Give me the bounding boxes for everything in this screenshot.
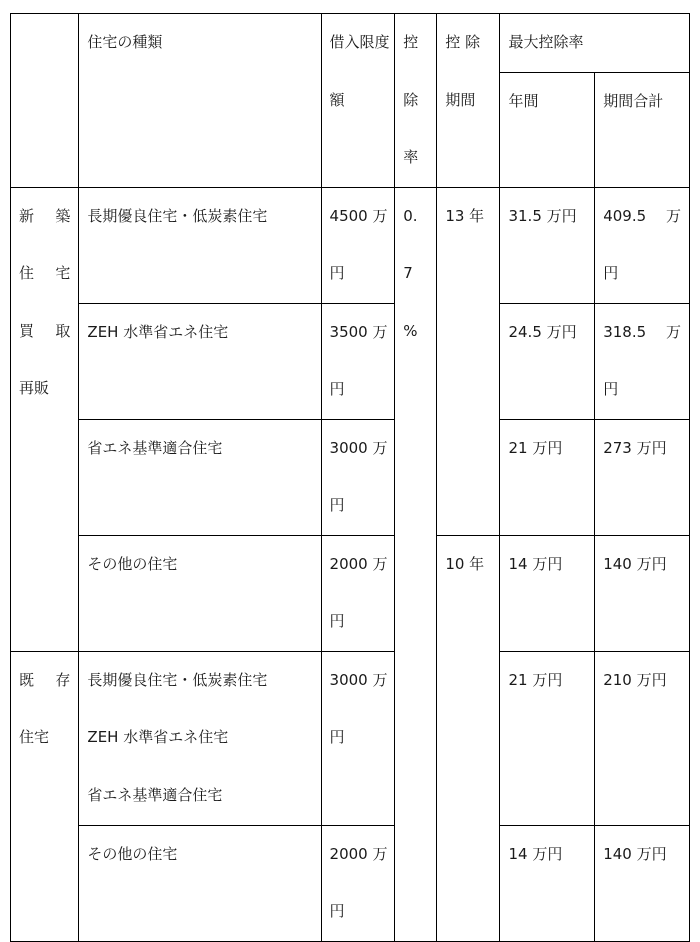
housing-type: ZEH 水準省エネ住宅 — [87, 322, 229, 341]
housing-type: その他の住宅 — [87, 554, 178, 573]
header-limit-cell — [321, 14, 395, 188]
period-13: 13 年 — [445, 206, 485, 225]
group-new-line: 住 宅 — [19, 264, 71, 282]
header-rate-line: 率 — [403, 148, 419, 166]
housing-type-line: 省エネ基準適合住宅 — [87, 785, 223, 804]
total-deduction: 210 万円 — [603, 670, 667, 689]
limit-cell — [321, 535, 395, 651]
rate-line: % — [403, 321, 418, 340]
borrowing-limit: 3000 万円 — [329, 438, 388, 514]
header-limit: 借入限度額 — [329, 33, 390, 109]
header-max-cell — [500, 14, 690, 73]
total-deduction-line: 318.5 万 — [603, 322, 681, 341]
housing-type-line: ZEH 水準省エネ住宅 — [87, 728, 229, 746]
annual-deduction: 14 万円 — [508, 554, 563, 573]
header-corner-cell — [11, 14, 79, 188]
table-row — [11, 419, 690, 535]
annual-deduction: 14 万円 — [508, 844, 563, 863]
header-total-cell — [595, 72, 690, 187]
annual-cell — [500, 303, 595, 419]
table-row — [11, 303, 690, 419]
limit-cell — [321, 651, 395, 825]
annual-deduction: 21 万円 — [508, 670, 563, 689]
type-cell — [79, 535, 321, 651]
total-cell — [595, 419, 690, 535]
header-type-cell — [79, 14, 321, 188]
header-period-line: 期間 — [445, 90, 476, 109]
housing-type: その他の住宅 — [87, 844, 178, 863]
header-rate-line: 除 — [403, 90, 419, 109]
header-total: 期間合計 — [603, 91, 664, 110]
limit-cell — [321, 825, 395, 941]
annual-deduction: 24.5 万円 — [508, 322, 577, 341]
borrowing-limit: 3000 万円 — [329, 670, 388, 746]
period-cell — [437, 187, 500, 535]
limit-cell — [321, 303, 395, 419]
total-deduction-line: 円 — [603, 264, 619, 282]
header-period-line: 控 除 — [445, 33, 481, 51]
annual-cell — [500, 651, 595, 825]
total-deduction: 273 万円 — [603, 438, 667, 457]
type-cell — [79, 187, 321, 303]
annual-cell — [500, 187, 595, 303]
table-row — [11, 651, 690, 825]
type-cell — [79, 651, 321, 825]
annual-deduction: 21 万円 — [508, 438, 563, 457]
period-10: 10 年 — [445, 554, 485, 573]
group-new-line: 新 築 — [19, 206, 71, 225]
header-period-cell — [437, 14, 500, 188]
type-cell — [79, 825, 321, 941]
header-annual-cell — [500, 72, 595, 187]
total-deduction: 140 万円 — [603, 554, 667, 573]
header-type: 住宅の種類 — [87, 33, 163, 51]
borrowing-limit: 2000 万円 — [329, 554, 388, 630]
header-annual: 年間 — [508, 91, 539, 110]
borrowing-limit: 2000 万円 — [329, 844, 388, 920]
group-new-cell — [11, 187, 79, 651]
total-cell — [595, 303, 690, 419]
housing-type: 長期優良住宅・低炭素住宅 — [87, 206, 268, 225]
annual-cell — [500, 825, 595, 941]
total-deduction-line: 円 — [603, 380, 619, 398]
type-cell — [79, 303, 321, 419]
housing-type-line: 長期優良住宅・低炭素住宅 — [87, 670, 268, 689]
annual-cell — [500, 419, 595, 535]
limit-cell — [321, 187, 395, 303]
total-deduction: 140 万円 — [603, 844, 667, 863]
group-existing-line: 住宅 — [19, 728, 50, 746]
table-row — [11, 187, 690, 303]
group-existing-line: 既 存 — [19, 670, 71, 689]
tax-deduction-table — [10, 13, 690, 942]
rate-cell — [395, 187, 437, 941]
total-cell — [595, 535, 690, 651]
group-existing-cell — [11, 651, 79, 941]
annual-deduction: 31.5 万円 — [508, 206, 577, 225]
group-new-line: 再販 — [19, 379, 50, 397]
header-max: 最大控除率 — [508, 33, 584, 51]
housing-type: 省エネ基準適合住宅 — [87, 438, 223, 457]
annual-cell — [500, 535, 595, 651]
header-rate-line: 控 — [403, 33, 419, 51]
borrowing-limit: 4500 万円 — [329, 206, 388, 282]
rate-line: 7 — [403, 264, 413, 282]
type-cell — [79, 419, 321, 535]
table-row — [11, 825, 690, 941]
borrowing-limit: 3500 万円 — [329, 322, 388, 398]
limit-cell — [321, 419, 395, 535]
period-cell — [437, 535, 500, 941]
rate-line: 0. — [403, 206, 418, 225]
table-row — [11, 535, 690, 651]
total-deduction-line: 409.5 万 — [603, 206, 681, 225]
total-cell — [595, 187, 690, 303]
total-cell — [595, 651, 690, 825]
header-rate-cell — [395, 14, 437, 188]
total-cell — [595, 825, 690, 941]
group-new-line: 買 取 — [19, 321, 71, 340]
